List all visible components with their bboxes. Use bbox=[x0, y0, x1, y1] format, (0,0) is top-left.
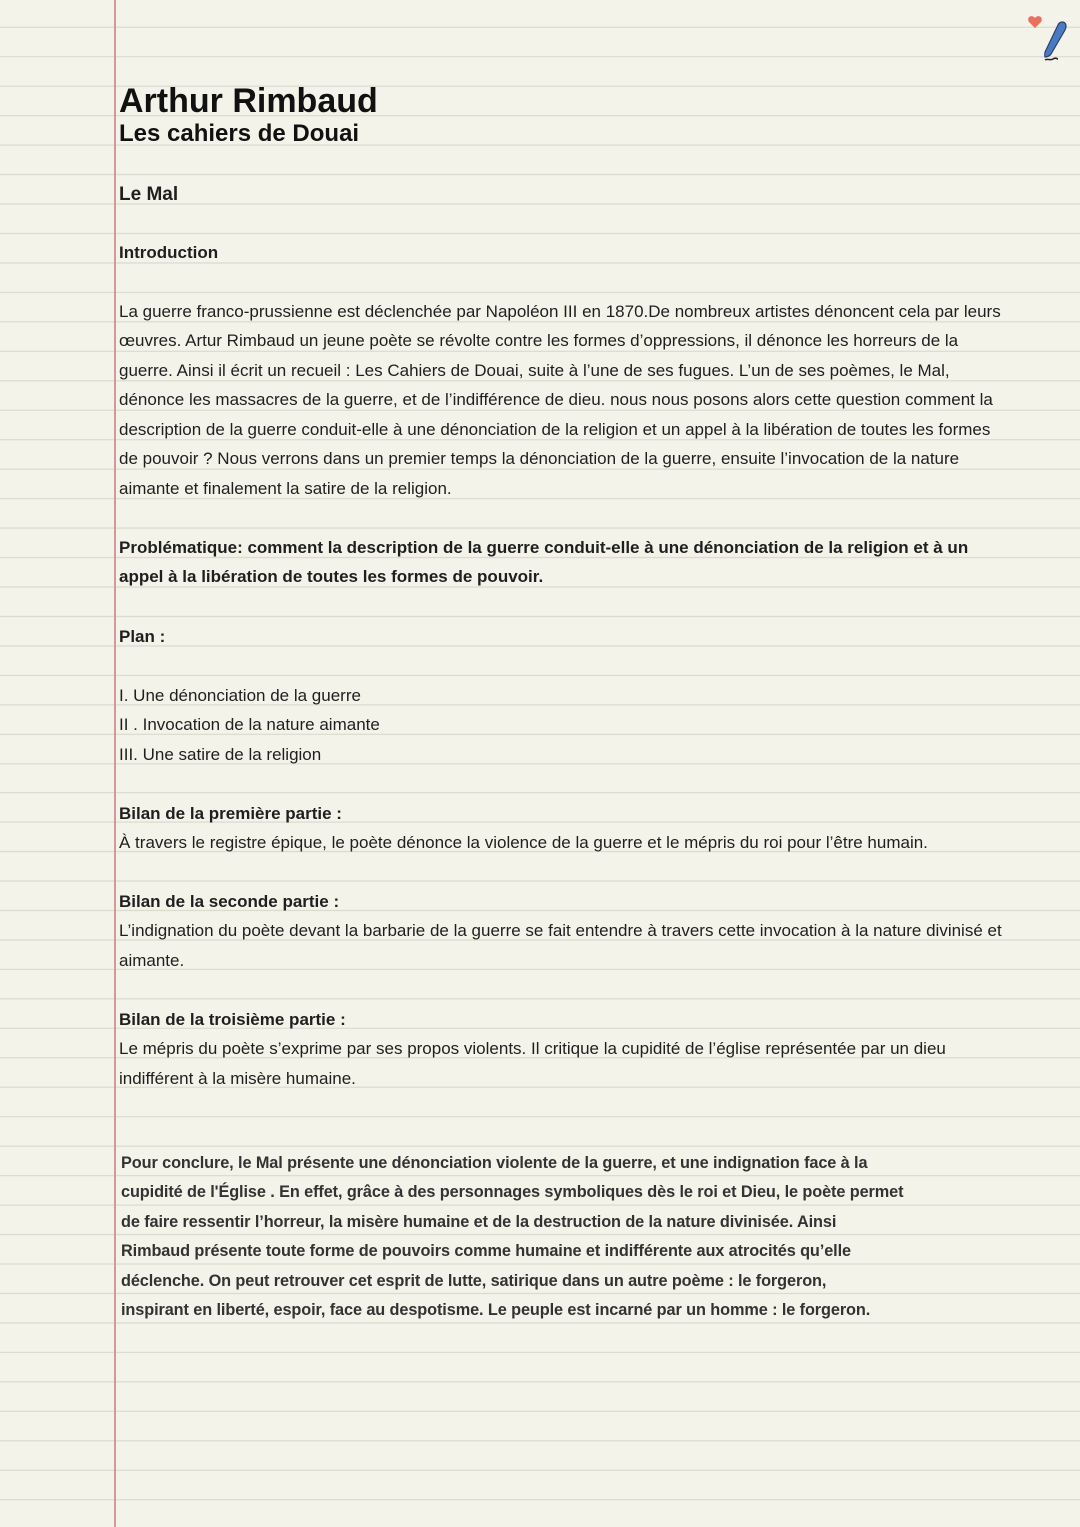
text-line: aimante et finalement la satire de la religion. bbox=[119, 478, 452, 498]
intro-heading: Introduction bbox=[119, 243, 219, 262]
margin-line bbox=[114, 0, 116, 1527]
text-line: de faire ressentir l’horreur, la misère humaine et de la destruction de la nature divinisée. Ainsi bbox=[121, 1212, 837, 1231]
plan-section bbox=[119, 622, 1059, 651]
page-subtitle: Les cahiers de Douai bbox=[119, 120, 360, 147]
text-line: inspirant en liberté, espoir, face au despotisme. Le peuple est incarné par un homme : le forgeron. bbox=[121, 1301, 871, 1320]
intro-section bbox=[119, 238, 1059, 267]
plan-item: III. Une satire de la religion bbox=[119, 744, 322, 764]
bilan-heading: Bilan de la première partie : bbox=[119, 804, 342, 823]
text-line: dénonce les massacres de la guerre, et de l’indifférence de dieu. nous nous posons alors cette question comment la bbox=[119, 390, 993, 410]
text-line: Problématique: comment la description de la guerre conduit-elle à une dénonciation de la religion et à un bbox=[119, 538, 969, 557]
text-line: de pouvoir ? Nous verrons dans un premier temps la dénonciation de la guerre, ensuite l’invocation de la nature bbox=[119, 449, 960, 469]
problematique bbox=[119, 533, 1059, 592]
plan-item: I. Une dénonciation de la guerre bbox=[119, 686, 361, 705]
text-line: aimante. bbox=[119, 950, 185, 970]
text-line: appel à la libération de toutes les formes de pouvoir. bbox=[119, 567, 544, 587]
intro-paragraph bbox=[119, 297, 1059, 503]
text-line: description de la guerre conduit-elle à une dénonciation de la religion et un appel à la libération de toutes les formes bbox=[119, 419, 991, 439]
plan-item: II . Invocation de la nature aimante bbox=[119, 715, 380, 735]
text-line: guerre. Ainsi il écrit un recueil : Les Cahiers de Douai, suite à l’une de ses fugues. L’un de ses poèmes, le Mal, bbox=[119, 360, 950, 380]
page-title: Arthur Rimbaud bbox=[119, 82, 378, 120]
poem-title: Le Mal bbox=[119, 184, 179, 205]
bilan-2 bbox=[119, 887, 1059, 975]
text-line: À travers le registre épique, le poète dénonce la violence de la guerre et le mépris du roi pour l’être humain. bbox=[119, 833, 928, 853]
text-line: cupidité de l'Église . En effet, grâce à des personnages symboliques dès le roi et Dieu, le poète permet bbox=[121, 1183, 904, 1202]
pen-heart-icon bbox=[1018, 8, 1074, 64]
bilan-3 bbox=[119, 1005, 1059, 1093]
plan-heading: Plan : bbox=[119, 627, 166, 646]
text-line: déclenche. On peut retrouver cet esprit de lutte, satirique dans un autre poème : le forgeron, bbox=[121, 1271, 827, 1290]
text-line: L’indignation du poète devant la barbarie de la guerre se fait entendre à travers cette invocation à la nature divinisé et bbox=[119, 921, 1002, 941]
bilan-heading: Bilan de la troisième partie : bbox=[119, 1010, 346, 1029]
conclusion bbox=[121, 1149, 1061, 1326]
text-line: œuvres. Artur Rimbaud un jeune poète se révolte contre les formes d’oppressions, il dénonce les horreurs de la bbox=[119, 331, 959, 351]
text-line: indifférent à la misère humaine. bbox=[119, 1068, 356, 1088]
text-line: Pour conclure, le Mal présente une dénonciation violente de la guerre, et une indignation face à la bbox=[121, 1154, 868, 1172]
text-line: La guerre franco-prussienne est déclenchée par Napoléon III en 1870.De nombreux artistes dénoncent cela par leurs bbox=[119, 302, 1001, 321]
bilan-heading: Bilan de la seconde partie : bbox=[119, 892, 340, 911]
text-line: Le mépris du poète s’exprime par ses propos violents. Il critique la cupidité de l’église représentée par un dieu bbox=[119, 1039, 946, 1059]
plan-list bbox=[119, 681, 1059, 769]
text-line: Rimbaud présente toute forme de pouvoirs comme humaine et indifférente aux atrocités qu’elle bbox=[121, 1242, 851, 1261]
bilan-1 bbox=[119, 799, 1059, 858]
